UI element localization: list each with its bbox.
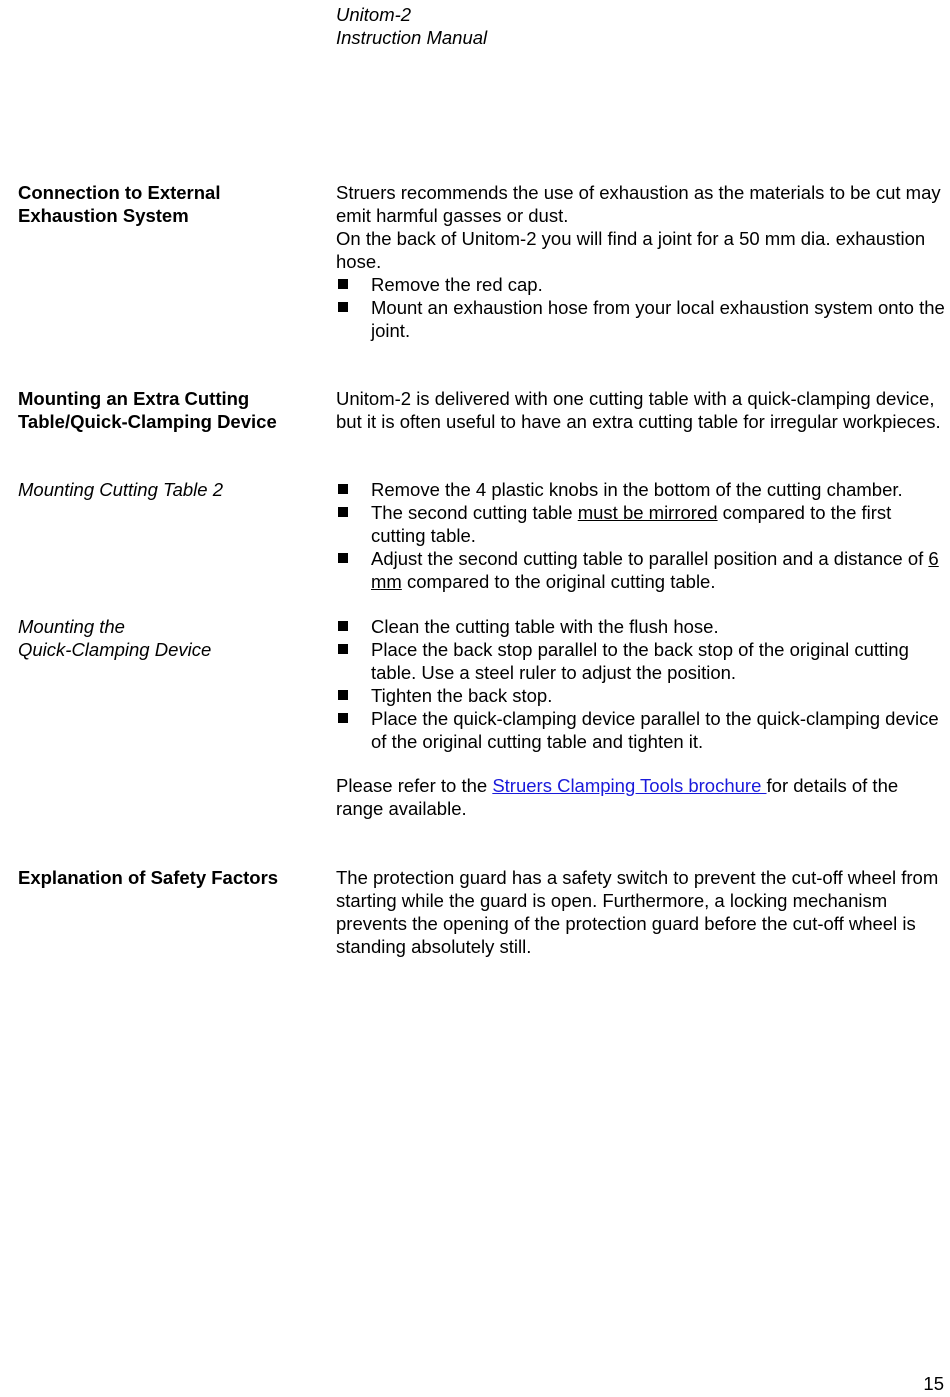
brochure-link[interactable]: Struers Clamping Tools brochure xyxy=(492,775,767,796)
list-item: Mount an exhaustion hose from your local exhaustion system onto the joint. xyxy=(336,296,950,342)
heading-line: Mounting an Extra Cutting xyxy=(18,388,250,409)
list-item: Place the quick-clamping device parallel to the quick-clamping device of the original cutting table and tighten it. xyxy=(336,707,950,753)
body-table2 xyxy=(336,478,950,593)
heading-exhaustion xyxy=(18,181,318,227)
page-number: 15 xyxy=(923,1373,944,1394)
heading-line: Exhaustion System xyxy=(18,205,189,226)
paragraph: The protection guard has a safety switch to prevent the cut-off wheel from starting while the guard is open. Furthermore, a locking mechanism prevents the opening of the protection guard before the cut-off wheel is standing absolutely still. xyxy=(336,867,939,957)
list-item: Clean the cutting table with the flush hose. xyxy=(336,615,950,638)
list-item xyxy=(336,501,950,547)
refer-paragraph xyxy=(336,774,950,820)
list-item: Tighten the back stop. xyxy=(336,684,950,707)
paragraph: Struers recommends the use of exhaustion as the materials to be cut may emit harmful gasses or dust. xyxy=(336,182,941,226)
text-run: compared to the first cutting table. xyxy=(371,502,892,546)
text-run: Adjust the second cutting table to parallel position and a distance of xyxy=(371,548,929,569)
paragraph: On the back of Unitom-2 you will find a joint for a 50 mm dia. exhaustion hose. xyxy=(336,228,926,272)
body-exhaustion xyxy=(336,181,950,342)
heading-extra-table xyxy=(18,387,318,433)
body-safety xyxy=(336,866,950,958)
subheading-line: Mounting the xyxy=(18,616,125,637)
text-run: The second cutting table xyxy=(371,502,578,523)
bullet-list xyxy=(336,478,950,593)
list-item xyxy=(336,547,950,593)
header-product: Unitom-2 xyxy=(336,4,412,25)
subheading-clamping xyxy=(18,615,318,661)
heading-line: Connection to External xyxy=(18,182,221,203)
list-item: Remove the 4 plastic knobs in the bottom of the cutting chamber. xyxy=(336,478,950,501)
subheading-table2: Mounting Cutting Table 2 xyxy=(18,479,224,500)
running-header xyxy=(336,3,736,49)
paragraph: Unitom-2 is delivered with one cutting table with a quick-clamping device, but it is often useful to have an extra cutting table for irregular workpieces. xyxy=(336,388,941,432)
list-item: Place the back stop parallel to the back stop of the original cutting table. Use a steel ruler to adjust the position. xyxy=(336,638,950,684)
body-extra-table xyxy=(336,387,950,433)
body-clamping xyxy=(336,615,950,753)
heading-line: Table/Quick-Clamping Device xyxy=(18,411,277,432)
text-run: compared to the original cutting table. xyxy=(401,571,716,592)
underlined-text: must be mirrored xyxy=(577,502,718,523)
text-run: Please refer to the xyxy=(336,775,493,796)
text-run: for details of the range available. xyxy=(336,775,899,819)
list-item: Remove the red cap. xyxy=(336,273,950,296)
bullet-list xyxy=(336,615,950,753)
header-document: Instruction Manual xyxy=(336,27,488,48)
subheading-line: Quick-Clamping Device xyxy=(18,639,212,660)
heading-safety: Explanation of Safety Factors xyxy=(18,867,279,888)
bullet-list xyxy=(336,273,950,342)
underlined-text: 6 mm xyxy=(371,548,939,592)
